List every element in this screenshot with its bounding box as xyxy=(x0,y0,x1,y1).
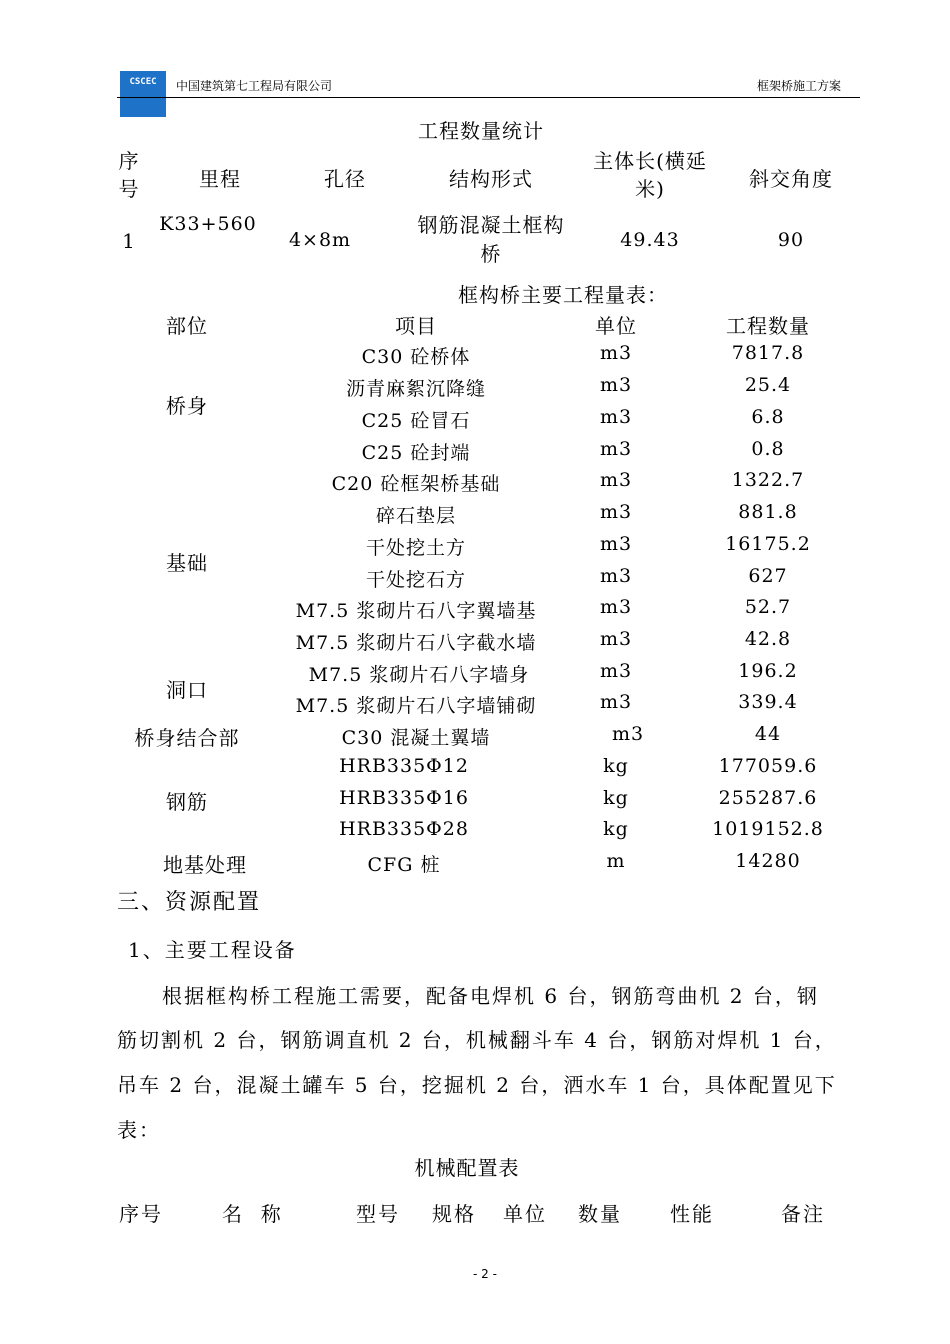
section3-heading: 三、资源配置 xyxy=(117,890,262,915)
table2-item: C20 砼框架桥基础 xyxy=(331,473,501,495)
table2-quantity: 0.8 xyxy=(751,438,785,460)
table2-unit: m3 xyxy=(599,406,633,428)
table2-item: C25 砼冒石 xyxy=(361,410,471,432)
table2-unit: m xyxy=(606,850,626,872)
table3-header-quantity: 数量 xyxy=(578,1202,622,1226)
header-rule xyxy=(117,97,860,98)
table2-item: C30 混凝土翼墙 xyxy=(341,727,491,749)
table2-item: C30 砼桥体 xyxy=(361,346,471,368)
table2-item: HRB335Φ12 xyxy=(339,755,469,777)
table1-header-seq: 序号 xyxy=(118,149,140,201)
table2-unit: m3 xyxy=(599,691,633,713)
table2-quantity: 1019152.8 xyxy=(712,818,824,840)
table1-cell-length: 49.43 xyxy=(620,229,680,251)
table2-unit: m3 xyxy=(599,628,633,650)
company-logo xyxy=(120,71,166,117)
table2-quantity: 52.7 xyxy=(744,596,792,618)
section3-subheading: 1、主要工程设备 xyxy=(128,938,297,962)
unit-text: m3 xyxy=(599,342,633,364)
table2-unit: m3 xyxy=(599,438,633,460)
table2-header-part: 部位 xyxy=(166,314,208,338)
table2-quantity: 339.4 xyxy=(738,691,798,713)
table2-unit: kg xyxy=(603,787,629,809)
table1-title: 工程数量统计 xyxy=(418,119,544,143)
table2-item: 干处挖土方 xyxy=(365,537,467,559)
table1-header-structure: 结构形式 xyxy=(449,167,533,191)
table2-unit: m3 xyxy=(599,596,633,618)
table2-quantity: 177059.6 xyxy=(718,755,818,777)
table2-item: M7.5 浆砌片石八字墙身 xyxy=(308,664,530,686)
group-label-rebar: 钢筋 xyxy=(166,790,208,814)
table2-unit: kg xyxy=(603,755,629,777)
table1-header-length: 主体长(横延米) xyxy=(593,149,707,201)
table2-unit: m3 xyxy=(611,723,645,745)
table2-quantity: 196.2 xyxy=(738,660,798,682)
table3-header-remarks: 备注 xyxy=(781,1202,825,1226)
table2-quantity: 881.8 xyxy=(738,501,798,523)
table2-item: HRB335Φ16 xyxy=(339,787,469,809)
table1-cell-span: 4×8m xyxy=(288,229,352,251)
table2-quantity: 7817.8 xyxy=(731,342,805,364)
table1-header-mileage: 里程 xyxy=(199,167,241,191)
table2-item: 干处挖石方 xyxy=(365,569,467,591)
table2-quantity: 255287.6 xyxy=(718,787,818,809)
group-label-ground: 地基处理 xyxy=(163,853,247,877)
table2-item: 碎石垫层 xyxy=(375,505,457,527)
paragraph-line: 根据框构桥工程施工需要，配备电焊机 6 台，钢筋弯曲机 2 台，钢 xyxy=(162,984,819,1008)
table2-quantity: 627 xyxy=(748,565,788,587)
table2-item: M7.5 浆砌片石八字墙铺砌 xyxy=(295,695,537,717)
group-label-junction: 桥身结合部 xyxy=(134,726,240,750)
table3-header-model: 型号 xyxy=(356,1202,400,1226)
table2-item: HRB335Φ28 xyxy=(339,818,469,840)
table2-quantity: 14280 xyxy=(735,850,801,872)
table1-cell-skew: 90 xyxy=(777,229,805,251)
table3-header-spec: 规格 xyxy=(432,1202,476,1226)
table2-header-quantity: 工程数量 xyxy=(726,314,810,338)
table2-quantity: 6.8 xyxy=(751,406,785,428)
group-label-foundation: 基础 xyxy=(166,551,208,575)
paragraph-line: 吊车 2 台，混凝土罐车 5 台，挖掘机 2 台，洒水车 1 台，具体配置见下 xyxy=(117,1073,837,1097)
table2-unit: m3 xyxy=(599,660,633,682)
table3-header-seq: 序号 xyxy=(119,1202,163,1226)
table2-header-unit: 单位 xyxy=(595,314,637,338)
table2-item: M7.5 浆砌片石八字截水墙 xyxy=(295,632,537,654)
table1-cell-mileage: K33+560 xyxy=(159,213,257,235)
table2-unit: m3 xyxy=(599,469,633,491)
table2-title: 框构桥主要工程量表： xyxy=(458,283,668,307)
company-name: 中国建筑第七工程局有限公司 xyxy=(176,79,333,93)
table2-item: C25 砼封端 xyxy=(361,442,471,464)
table2-unit: m3 xyxy=(599,533,633,555)
table2-item: 沥青麻絮沉降缝 xyxy=(345,378,487,400)
table2-unit: kg xyxy=(603,818,629,840)
table2-quantity: 44 xyxy=(754,723,782,745)
table1-cell-seq: 1 xyxy=(122,229,136,253)
table2-unit xyxy=(600,342,632,364)
table1-header-span: 孔径 xyxy=(324,167,366,191)
table2-unit: m3 xyxy=(599,501,633,523)
paragraph-line: 筋切割机 2 台，钢筋调直机 2 台，机械翻斗车 4 台，钢筋对焊机 1 台， xyxy=(117,1028,837,1052)
paragraph-line: 表： xyxy=(117,1118,161,1142)
document-title: 框架桥施工方案 xyxy=(757,79,842,93)
table2-header-item: 项目 xyxy=(395,314,437,338)
table2-quantity: 42.8 xyxy=(744,628,792,650)
page-number: - 2 - xyxy=(473,1267,497,1281)
table1-header-skew: 斜交角度 xyxy=(749,167,833,191)
table2-quantity: 16175.2 xyxy=(725,533,811,555)
table3-title: 机械配置表 xyxy=(414,1156,520,1180)
group-label-bridge-body: 桥身 xyxy=(166,394,208,418)
table3-header-name: 名 称 xyxy=(222,1202,283,1226)
table2-item: CFG 桩 xyxy=(367,854,441,876)
logo-mark: CSCEC xyxy=(129,77,157,87)
table2-quantity: 1322.7 xyxy=(731,469,805,491)
table3-header-unit: 单位 xyxy=(503,1202,547,1226)
table2-unit: m3 xyxy=(599,565,633,587)
group-label-portal: 洞口 xyxy=(166,678,208,702)
table2-quantity: 25.4 xyxy=(744,374,792,396)
table2-unit: m3 xyxy=(599,374,633,396)
table1-cell-structure: 钢筋混凝土框构桥 xyxy=(417,213,565,266)
table2-item: M7.5 浆砌片石八字翼墙基 xyxy=(295,600,537,622)
table3-header-performance: 性能 xyxy=(670,1202,714,1226)
